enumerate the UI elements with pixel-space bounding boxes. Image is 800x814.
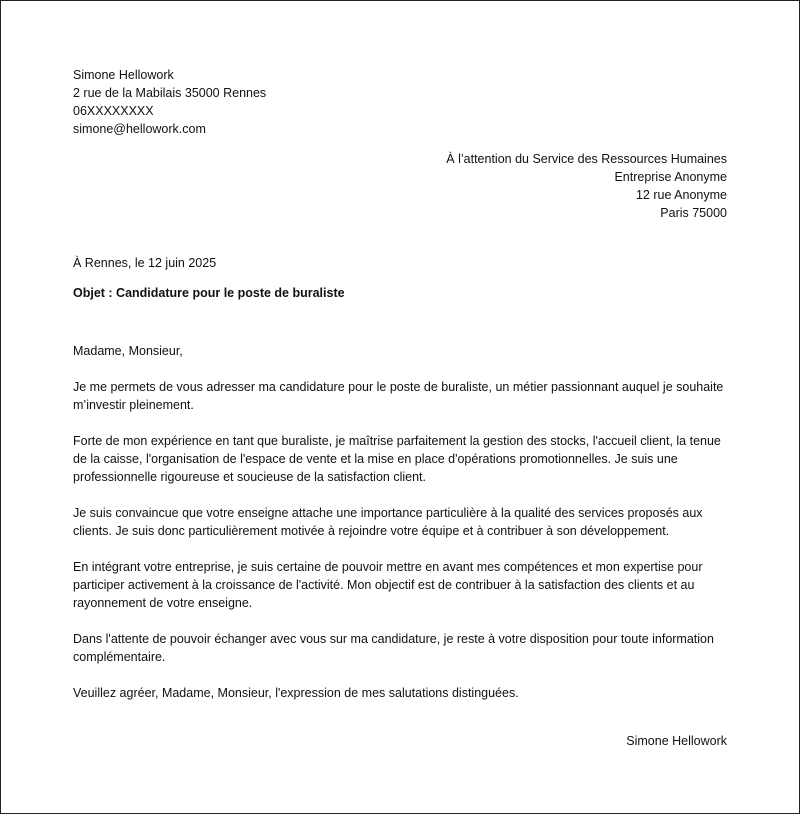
body-paragraph: Je suis convaincue que votre enseigne attache une importance particulière à la qualité des services proposés aux clients. Je suis donc particulièrement motivée à rejoindre votre équipe et à contribuer à son développement. (73, 506, 703, 538)
sender-email: simone@hellowork.com (73, 122, 206, 136)
sender-phone: 06XXXXXXXX (73, 104, 154, 118)
letter-date: À Rennes, le 12 juin 2025 (73, 256, 217, 270)
body-paragraph: En intégrant votre entreprise, je suis certaine de pouvoir mettre en avant mes compétences et mon expertise pour participer activement à la croissance de l'activité. Mon objectif est de contribuer à la satisfaction des clients et au rayonnement de votre enseigne. (73, 560, 703, 610)
body-paragraph: Je me permets de vous adresser ma candidature pour le poste de buraliste, un métier passionnant auquel je souhaite m’investir pleinement. (73, 380, 724, 412)
letter-body (73, 342, 733, 720)
sender-name: Simone Hellowork (73, 68, 174, 82)
salutation: Madame, Monsieur, (73, 344, 183, 358)
recipient-block (446, 150, 727, 222)
sender-address: 2 rue de la Mabilais 35000 Rennes (73, 86, 267, 100)
sender-block (73, 66, 266, 138)
body-paragraph: Forte de mon expérience en tant que buraliste, je maîtrise parfaitement la gestion des stocks, l'accueil client, la tenue de la caisse, l'organisation de l'espace de vente et la mise en place d'opérations promotionnelles. Je suis une professionnelle rigoureuse et soucieuse de la satisfaction client. (73, 434, 721, 484)
closing-paragraph: Veuillez agréer, Madame, Monsieur, l'expression de mes salutations distinguées. (73, 686, 519, 700)
recipient-street: 12 rue Anonyme (635, 188, 727, 202)
letter-subject: Objet : Candidature pour le poste de buraliste (73, 286, 345, 300)
signature: Simone Hellowork (626, 734, 727, 748)
recipient-city: Paris 75000 (660, 206, 727, 220)
recipient-company: Entreprise Anonyme (614, 170, 727, 184)
recipient-attention: À l’attention du Service des Ressources Humaines (446, 152, 727, 166)
body-paragraph: Dans l'attente de pouvoir échanger avec vous sur ma candidature, je reste à votre disposition pour toute information complémentaire. (73, 632, 714, 664)
